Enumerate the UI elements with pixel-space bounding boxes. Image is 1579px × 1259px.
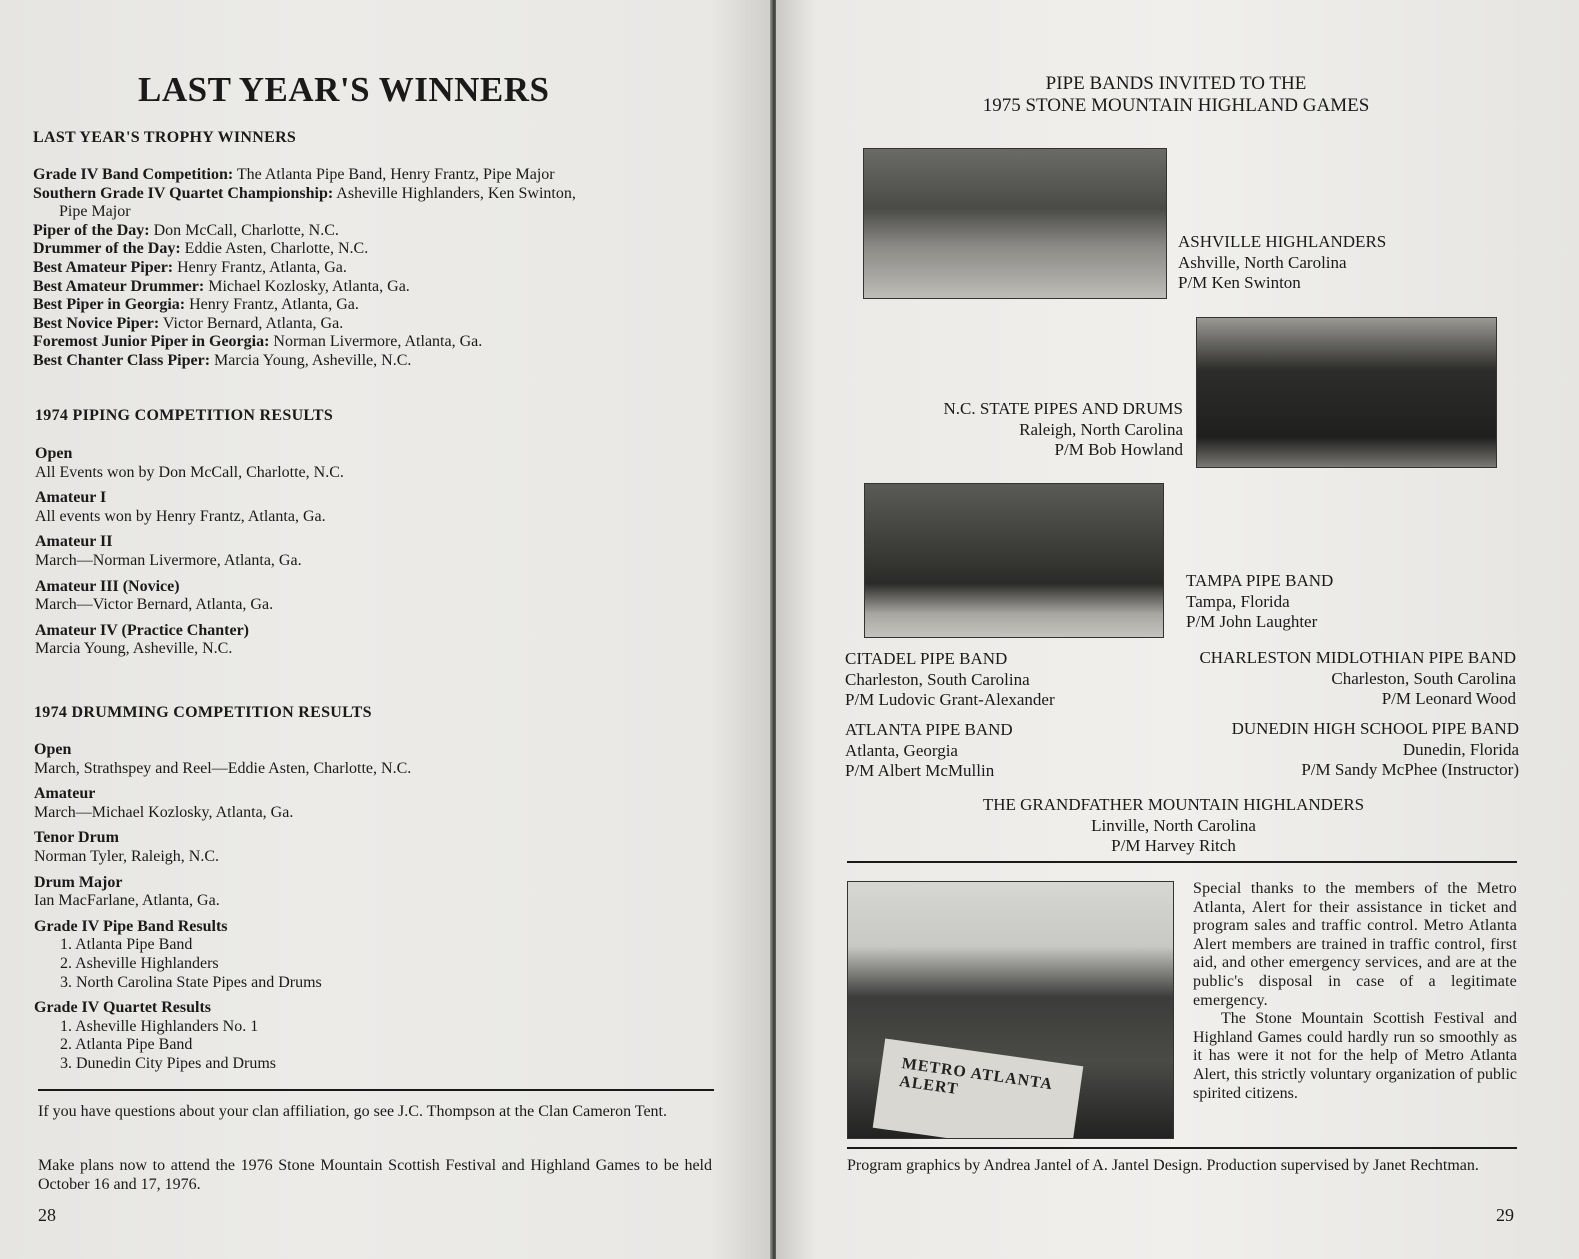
band-pipe-major: P/M Harvey Ritch bbox=[1111, 836, 1236, 855]
band-ashville bbox=[1178, 232, 1386, 294]
result-category: Open bbox=[35, 445, 73, 462]
page-number: 29 bbox=[1496, 1205, 1514, 1225]
band-name: ASHVILLE HIGHLANDERS bbox=[1178, 232, 1387, 251]
trophy-label: Grade IV Band Competition: bbox=[33, 166, 234, 183]
trophy-winner: Henry Frantz, Atlanta, Ga. bbox=[185, 296, 359, 314]
trophy-winner: Victor Bernard, Atlanta, Ga. bbox=[159, 314, 344, 332]
result-detail: Norman Tyler, Raleigh, N.C. bbox=[34, 847, 220, 865]
drumming-result-group bbox=[34, 741, 411, 778]
band-dunedin bbox=[1116, 719, 1519, 781]
trophy-label: Drummer of the Day: bbox=[33, 240, 181, 258]
left-page bbox=[0, 0, 772, 1259]
page-title: LAST YEAR'S WINNERS bbox=[138, 70, 550, 109]
band-grandfather bbox=[876, 795, 1471, 857]
drumming-results bbox=[34, 741, 411, 1081]
trophy-winner: Marcia Young, Asheville, N.C. bbox=[210, 351, 412, 369]
plans-note: Make plans now to attend the 1976 Stone Mountain Scottish Festival and Highland Games to be held October 16 and 17, 1976. bbox=[38, 1157, 712, 1193]
clan-note: If you have questions about your clan affiliation, go see J.C. Thompson at the Clan Cameron Tent. bbox=[38, 1103, 667, 1120]
result-detail: All events won by Henry Frantz, Atlanta, Ga. bbox=[35, 507, 326, 525]
band-location: Charleston, South Carolina bbox=[1331, 668, 1516, 688]
title-line: 1975 STONE MOUNTAIN HIGHLAND GAMES bbox=[982, 95, 1370, 116]
trophy-item bbox=[33, 315, 576, 334]
tampa-pipe-band-photo bbox=[864, 483, 1164, 638]
divider bbox=[38, 1089, 714, 1091]
trophy-label: Foremost Junior Piper in Georgia: bbox=[33, 333, 270, 351]
trophy-winner: The Atlanta Pipe Band, Henry Frantz, Pipe Major bbox=[233, 166, 555, 183]
trophy-label: Best Piper in Georgia: bbox=[33, 296, 186, 314]
result-detail: All Events won by Don McCall, Charlotte, N.C. bbox=[35, 463, 344, 481]
trophy-item bbox=[33, 222, 576, 241]
trophy-item bbox=[33, 240, 576, 259]
result-category: Open bbox=[34, 741, 72, 758]
trophy-item bbox=[33, 185, 576, 204]
result-category: Tenor Drum bbox=[34, 829, 119, 847]
trophy-item bbox=[33, 166, 576, 185]
ranked-result: 3. Dunedin City Pipes and Drums bbox=[60, 1054, 276, 1072]
band-tampa bbox=[1186, 571, 1333, 633]
page-number: 28 bbox=[38, 1205, 56, 1225]
band-pipe-major: P/M Albert McMullin bbox=[845, 761, 995, 780]
piping-results bbox=[35, 445, 344, 666]
trophy-item-continued: Pipe Major bbox=[59, 203, 131, 221]
divider bbox=[847, 861, 1517, 863]
band-pipe-major: P/M Leonard Wood bbox=[1381, 689, 1516, 708]
band-charleston bbox=[1116, 648, 1516, 710]
result-detail: March—Norman Livermore, Atlanta, Ga. bbox=[35, 551, 302, 569]
piping-result-group bbox=[35, 489, 344, 526]
trophy-item bbox=[33, 296, 576, 315]
trophy-label: Best Amateur Piper: bbox=[33, 258, 174, 276]
nc-state-pipes-photo bbox=[1196, 317, 1497, 468]
result-category: Amateur I bbox=[35, 489, 107, 507]
band-name: ATLANTA PIPE BAND bbox=[845, 720, 1013, 739]
thanks-text bbox=[1193, 880, 1517, 1103]
band-pipe-major: P/M Bob Howland bbox=[1054, 440, 1183, 459]
band-atlanta bbox=[845, 720, 1013, 782]
band-name: TAMPA PIPE BAND bbox=[1186, 571, 1334, 590]
divider bbox=[847, 1147, 1517, 1149]
ranked-result: 1. Atlanta Pipe Band bbox=[60, 936, 193, 954]
trophy-label: Best Amateur Drummer: bbox=[33, 277, 205, 295]
trophy-winner: Don McCall, Charlotte, N.C. bbox=[149, 221, 339, 239]
drumming-heading: 1974 DRUMMING COMPETITION RESULTS bbox=[34, 704, 372, 721]
band-location: Dunedin, Florida bbox=[1402, 739, 1519, 759]
trophy-label: Best Chanter Class Piper: bbox=[33, 351, 211, 369]
trophy-list bbox=[33, 166, 576, 371]
band-name: DUNEDIN HIGH SCHOOL PIPE BAND bbox=[1231, 719, 1519, 738]
ashville-highlanders-photo bbox=[863, 148, 1167, 299]
band-pipe-major: P/M Sandy McPhee (Instructor) bbox=[1301, 760, 1519, 779]
trophy-item bbox=[33, 278, 576, 297]
ranked-result: 1. Asheville Highlanders No. 1 bbox=[60, 1017, 259, 1035]
drumming-result-group bbox=[34, 874, 411, 911]
quartet-results-heading: Grade IV Quartet Results bbox=[34, 999, 212, 1017]
band-ncstate bbox=[876, 399, 1183, 461]
trophy-winner: Henry Frantz, Atlanta, Ga. bbox=[173, 258, 347, 276]
trophy-label: Piper of the Day: bbox=[33, 221, 150, 239]
photo-banner bbox=[873, 1039, 1084, 1139]
band-location: Atlanta, Georgia bbox=[845, 740, 958, 760]
result-detail: Ian MacFarlane, Atlanta, Ga. bbox=[34, 892, 220, 910]
trophy-heading: LAST YEAR'S TROPHY WINNERS bbox=[33, 129, 297, 146]
drumming-result-group bbox=[34, 785, 411, 822]
band-results-heading: Grade IV Pipe Band Results bbox=[34, 917, 228, 935]
result-category: Amateur III (Novice) bbox=[35, 577, 180, 595]
right-page bbox=[776, 0, 1579, 1259]
piping-result-group bbox=[35, 578, 344, 615]
piping-result-group bbox=[35, 622, 344, 659]
band-pipe-major: P/M John Laughter bbox=[1186, 612, 1318, 631]
trophy-label: Best Novice Piper: bbox=[33, 314, 160, 332]
band-name: CITADEL PIPE BAND bbox=[845, 649, 1008, 668]
ranked-result: 3. North Carolina State Pipes and Drums bbox=[60, 973, 322, 991]
credits: Program graphics by Andrea Jantel of A. Jantel Design. Production supervised by Janet Rechtman. bbox=[847, 1157, 1479, 1174]
piping-heading: 1974 PIPING COMPETITION RESULTS bbox=[35, 407, 334, 424]
result-detail: Marcia Young, Asheville, N.C. bbox=[35, 640, 233, 658]
piping-result-group bbox=[35, 445, 344, 482]
trophy-item bbox=[33, 352, 576, 371]
band-name: N.C. STATE PIPES AND DRUMS bbox=[943, 399, 1183, 418]
result-detail: March—Victor Bernard, Atlanta, Ga. bbox=[35, 596, 274, 614]
trophy-winner: Asheville Highlanders, Ken Swinton, bbox=[333, 184, 576, 202]
band-location: Charleston, South Carolina bbox=[845, 669, 1030, 689]
band-location: Tampa, Florida bbox=[1186, 591, 1290, 611]
right-title bbox=[906, 73, 1446, 117]
result-category: Drum Major bbox=[34, 873, 123, 891]
piping-result-group bbox=[35, 533, 344, 570]
ranked-result: 2. Atlanta Pipe Band bbox=[60, 1036, 193, 1054]
trophy-item bbox=[33, 333, 576, 352]
thanks-paragraph: Special thanks to the members of the Metro Atlanta, Alert for their assistance in ticket and program sales and traffic control. Metro Atlanta Alert members are trained in traffic control, first aid, and other emergency services, and are at the public's disposal in case of a legitimate emergency. bbox=[1193, 880, 1517, 1009]
result-category: Amateur IV (Practice Chanter) bbox=[35, 621, 250, 639]
band-name: THE GRANDFATHER MOUNTAIN HIGHLANDERS bbox=[982, 795, 1365, 814]
trophy-item bbox=[33, 259, 576, 278]
result-detail: March, Strathspey and Reel—Eddie Asten, Charlotte, N.C. bbox=[34, 759, 412, 777]
band-citadel bbox=[845, 649, 1055, 711]
banner-text: METRO ATLANTA ALERT bbox=[898, 1055, 1054, 1099]
result-category: Amateur II bbox=[35, 533, 113, 551]
trophy-winner: Norman Livermore, Atlanta, Ga. bbox=[269, 333, 483, 351]
band-location: Raleigh, North Carolina bbox=[1019, 419, 1183, 439]
band-location: Ashville, North Carolina bbox=[1178, 252, 1347, 272]
title-line: PIPE BANDS INVITED TO THE bbox=[1045, 73, 1307, 94]
band-pipe-major: P/M Ken Swinton bbox=[1178, 273, 1301, 292]
band-location: Linville, North Carolina bbox=[1091, 815, 1256, 835]
trophy-label: Southern Grade IV Quartet Championship: bbox=[33, 184, 334, 202]
trophy-winner: Michael Kozlosky, Atlanta, Ga. bbox=[204, 277, 410, 295]
band-name: CHARLESTON MIDLOTHIAN PIPE BAND bbox=[1199, 648, 1516, 667]
result-detail: March—Michael Kozlosky, Atlanta, Ga. bbox=[34, 803, 294, 821]
drumming-result-group bbox=[34, 829, 411, 866]
thanks-paragraph: The Stone Mountain Scottish Festival and Highland Games could hardly run so smoothly as it has were it not for the help of Metro Atlanta Alert, this strictly voluntary organization of public spirited citizens. bbox=[1193, 1010, 1517, 1102]
band-pipe-major: P/M Ludovic Grant-Alexander bbox=[845, 690, 1055, 709]
ranked-result: 2. Asheville Highlanders bbox=[60, 954, 219, 972]
trophy-winner: Eddie Asten, Charlotte, N.C. bbox=[180, 240, 369, 258]
metro-atlanta-alert-photo bbox=[847, 881, 1174, 1139]
result-category: Amateur bbox=[34, 785, 96, 803]
